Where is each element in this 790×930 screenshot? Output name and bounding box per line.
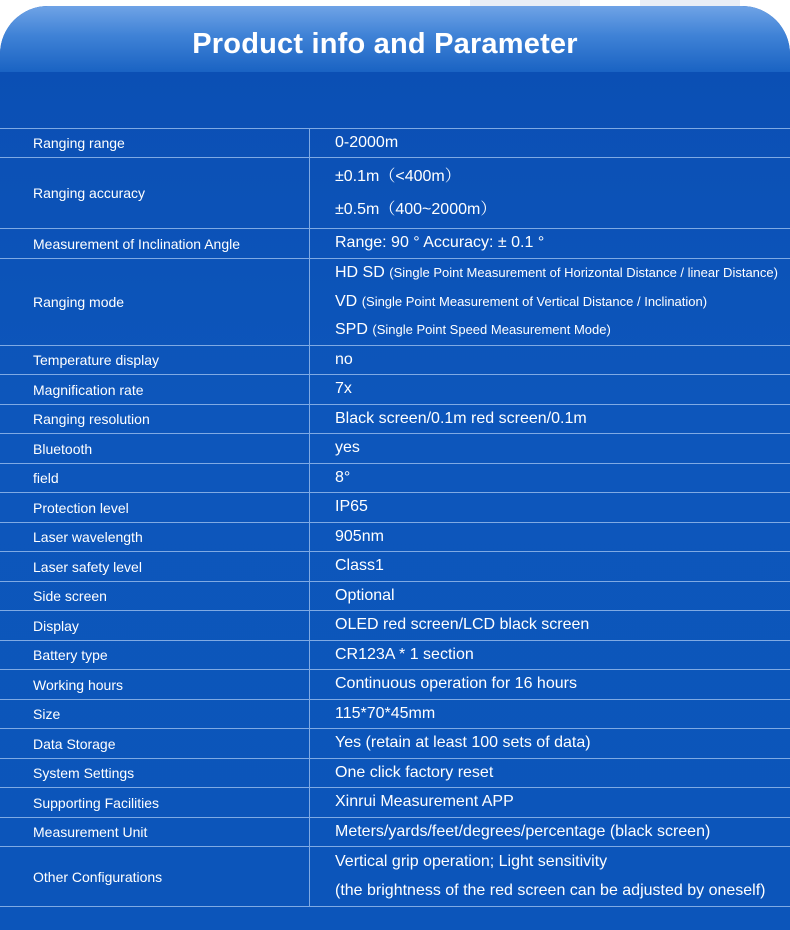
- row-value: [310, 670, 790, 700]
- row-value: [310, 463, 790, 493]
- row-label: Magnification rate: [0, 375, 310, 405]
- value-line: Optional: [335, 586, 395, 604]
- parameter-table: [0, 128, 790, 907]
- row-label: Temperature display: [0, 345, 310, 375]
- row-label: Battery type: [0, 640, 310, 670]
- row-value: [310, 258, 790, 345]
- row-label: System Settings: [0, 758, 310, 788]
- table-row: [0, 847, 790, 907]
- row-label: Ranging range: [0, 129, 310, 158]
- table-row: [0, 699, 790, 729]
- value-line: ±0.1m（<400m）: [335, 168, 461, 186]
- table-row: [0, 522, 790, 552]
- row-label: Ranging resolution: [0, 404, 310, 434]
- row-value: [310, 375, 790, 405]
- value-line: Range: 90 ° Accuracy: ± 0.1 °: [335, 234, 545, 252]
- table-row: [0, 375, 790, 405]
- table-row: [0, 434, 790, 464]
- table-row: [0, 670, 790, 700]
- row-value: [310, 129, 790, 158]
- title-bar: [0, 6, 790, 72]
- table-row: [0, 640, 790, 670]
- value-line: 115*70*45mm: [335, 704, 436, 722]
- row-value: [310, 158, 790, 229]
- table-row: [0, 581, 790, 611]
- row-value: [310, 729, 790, 759]
- row-label: Supporting Facilities: [0, 788, 310, 818]
- value-line: One click factory reset: [335, 763, 494, 781]
- value-line: Yes (retain at least 100 sets of data): [335, 734, 591, 752]
- row-label: Measurement of Inclination Angle: [0, 229, 310, 259]
- row-label: Size: [0, 699, 310, 729]
- table-row: [0, 817, 790, 847]
- row-value: [310, 699, 790, 729]
- row-label: Laser wavelength: [0, 522, 310, 552]
- table-row: [0, 758, 790, 788]
- value-line: 0-2000m: [335, 134, 399, 151]
- value-line: [335, 288, 790, 316]
- value-line: ±0.5m（400~2000m）: [335, 201, 497, 219]
- table-row: [0, 129, 790, 158]
- row-value: [310, 229, 790, 259]
- row-label: Protection level: [0, 493, 310, 523]
- row-value: [310, 404, 790, 434]
- row-label: Data Storage: [0, 729, 310, 759]
- row-label: Bluetooth: [0, 434, 310, 464]
- value-line: no: [335, 350, 353, 368]
- row-value: [310, 345, 790, 375]
- mode-code: HD SD: [335, 264, 385, 282]
- table-row: [0, 788, 790, 818]
- row-value: [310, 611, 790, 641]
- row-label: Display: [0, 611, 310, 641]
- row-label: Working hours: [0, 670, 310, 700]
- value-line: [335, 316, 790, 344]
- mode-code: SPD: [335, 320, 368, 338]
- value-line: 905nm: [335, 527, 384, 545]
- table-row: [0, 463, 790, 493]
- value-line: Class1: [335, 557, 384, 575]
- value-line: 8°: [335, 468, 351, 486]
- row-value: [310, 552, 790, 582]
- table-row: [0, 158, 790, 229]
- value-line: [335, 259, 790, 287]
- mode-description: (Single Point Measurement of Horizontal Distance / linear Distance): [389, 265, 778, 281]
- value-line: Black screen/0.1m red screen/0.1m: [335, 409, 587, 427]
- row-label: Laser safety level: [0, 552, 310, 582]
- mode-code: VD: [335, 292, 358, 310]
- row-value: [310, 817, 790, 847]
- row-label: Measurement Unit: [0, 817, 310, 847]
- table-row: [0, 229, 790, 259]
- page-title: Product info and Parameter: [192, 28, 578, 60]
- row-value: [310, 640, 790, 670]
- mode-description: (Single Point Measurement of Vertical Distance / Inclination): [361, 293, 708, 309]
- value-line: Meters/yards/feet/degrees/percentage (black screen): [335, 822, 711, 840]
- row-value: [310, 522, 790, 552]
- row-label: field: [0, 463, 310, 493]
- mode-description: (Single Point Speed Measurement Mode): [372, 321, 611, 337]
- row-value: [310, 581, 790, 611]
- table-row: [0, 493, 790, 523]
- row-label: Side screen: [0, 581, 310, 611]
- row-value: [310, 493, 790, 523]
- row-value: [310, 847, 790, 907]
- value-line: yes: [335, 439, 360, 457]
- parameter-card: [0, 6, 790, 930]
- value-line: Vertical grip operation; Light sensitivity: [335, 853, 608, 871]
- value-line: CR123A * 1 section: [335, 645, 474, 663]
- value-line: Xinrui Measurement APP: [335, 793, 514, 811]
- table-row: [0, 611, 790, 641]
- row-label: Other Configurations: [0, 847, 310, 907]
- value-line: OLED red screen/LCD black screen: [335, 616, 590, 634]
- row-label: Ranging accuracy: [0, 158, 310, 229]
- row-value: [310, 758, 790, 788]
- row-value: [310, 788, 790, 818]
- table-row: [0, 729, 790, 759]
- value-line: Continuous operation for 16 hours: [335, 675, 577, 693]
- table-row: [0, 345, 790, 375]
- value-line: (the brightness of the red screen can be adjusted by oneself): [335, 881, 766, 899]
- row-value: [310, 434, 790, 464]
- table-row: [0, 552, 790, 582]
- value-line: IP65: [335, 498, 368, 516]
- table-row: [0, 404, 790, 434]
- row-label: Ranging mode: [0, 258, 310, 345]
- table-row: [0, 258, 790, 345]
- value-line: 7x: [335, 380, 352, 398]
